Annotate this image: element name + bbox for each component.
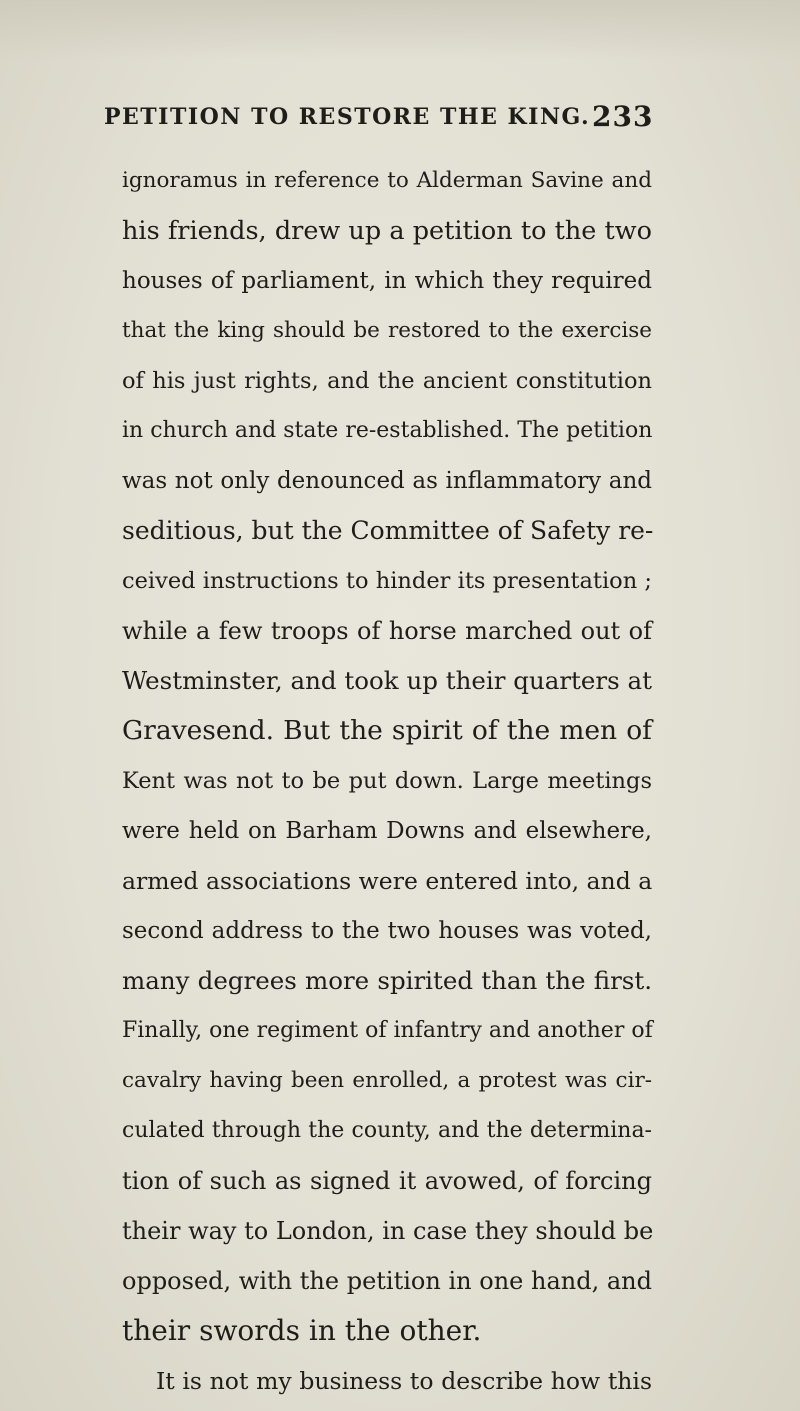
text-line: their way to London, in case they should be	[122, 1217, 654, 1245]
running-head-title: PETITION TO RESTORE THE KING.	[104, 104, 591, 130]
text-line: ceived instructions to hinder its presentation ;	[122, 568, 652, 594]
text-line: that the king should be restored to the exercise	[122, 318, 652, 343]
page-number: 233	[592, 100, 654, 133]
text-line: while a few troops of horse marched out of	[122, 617, 652, 645]
text-line: armed associations were entered into, and a	[122, 867, 653, 895]
page-edge-shadow	[0, 0, 800, 60]
text-line: Gravesend. But the spirit of the men of	[122, 715, 652, 746]
text-line: in church and state re-established. The petition	[122, 418, 653, 443]
text-line: It is not my business to describe how this	[156, 1367, 652, 1395]
text-line: cavalry having been enrolled, a protest was cir-	[122, 1068, 652, 1093]
text-line: Westminster, and took up their quarters at	[122, 666, 652, 695]
text-line: Finally, one regiment of infantry and another of	[122, 1018, 653, 1043]
text-line: houses of parliament, in which they required	[122, 268, 652, 294]
text-line: tion of such as signed it avowed, of forcing	[122, 1167, 652, 1195]
text-line: ignoramus in reference to Alderman Savine and	[122, 168, 652, 193]
text-line: their swords in the other.	[122, 1314, 482, 1347]
text-line: seditious, but the Committee of Safety re-	[122, 516, 654, 545]
text-line: culated through the county, and the determina-	[122, 1118, 652, 1143]
text-line: were held on Barham Downs and elsewhere,	[122, 818, 652, 844]
text-line: many degrees more spirited than the first.	[122, 966, 652, 995]
running-head	[104, 100, 664, 144]
text-line: was not only denounced as inflammatory and	[122, 468, 652, 494]
text-line: his friends, drew up a petition to the two	[122, 216, 652, 246]
text-line: opposed, with the petition in one hand, and	[122, 1267, 652, 1295]
text-line: second address to the two houses was voted,	[122, 918, 652, 944]
text-line: Kent was not to be put down. Large meetings	[122, 768, 652, 794]
text-line: of his just rights, and the ancient constitution	[122, 368, 652, 394]
